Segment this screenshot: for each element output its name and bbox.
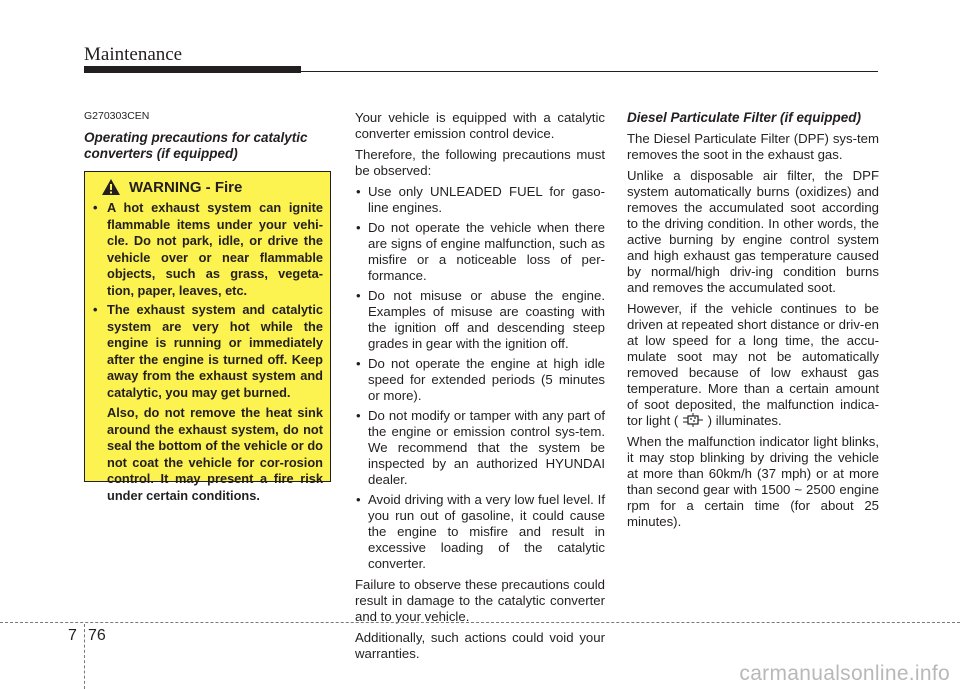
warning-item: • The exhaust system and catalytic system are very hot while the engine is running or immediately after the engine is turned off. Keep away from the exhaust system and catalytic, you may get burned. [93, 302, 323, 401]
list-item: • Do not modify or tamper with any part of the engine or emission control sys-tem. We recommend that the system be inspected by an authorized HYUNDAI dealer. [355, 408, 605, 488]
warning-list [93, 200, 323, 401]
dpf-title: Diesel Particulate Filter (if equipped) [627, 110, 862, 125]
dpf-paragraph-2: Unlike a disposable air filter, the DPF system automatically burns (oxidizes) and removes the accumulated soot according to the driving condition. In other words, the active burning by engine control system and high exhaust gas temperature caused by normal/high driv-ing condition burns and removes the accumulated soot. [627, 168, 879, 295]
dpf-indicator-icon [682, 413, 704, 427]
dpf-paragraph-4: When the malfunction indicator light blinks, it may stop blinking by driving the vehicle at more than 60km/h (37 mph) or at more than second gear with 1500 ~ 2500 engine rpm for a certain time (for about 25 minutes). [627, 434, 879, 529]
warranty-paragraph: Additionally, such actions could void your warranties. [355, 630, 605, 661]
list-item: • Use only UNLEADED FUEL for gaso-line engines. [355, 184, 605, 216]
left-column [84, 108, 332, 162]
section-code: G270303CEN [84, 110, 150, 122]
list-item: • Do not operate the vehicle when there are signs of engine malfunction, such as misfire or a noticeable loss of per-formance. [355, 220, 605, 284]
warning-box [84, 171, 331, 503]
list-item: • Avoid driving with a very low fuel level. If you run out of gasoline, it could cause the engine to misfire and result in excessive loading of the catalytic converter. [355, 492, 605, 572]
right-column [627, 110, 879, 535]
watermark: carmanualsonline.info [739, 662, 950, 685]
chapter-number: 7 [68, 627, 77, 644]
page-header-title: Maintenance [84, 44, 183, 65]
dpf-p3-after: ) illuminates. [707, 413, 782, 428]
list-item: • Do not misuse or abuse the engine. Examples of misuse are coasting with the ignition off and descending steep grades in gear with the ignition off. [355, 288, 605, 352]
failure-paragraph: Failure to observe these precautions could result in damage to the catalytic converter and to your vehicle. [355, 577, 605, 624]
intro-paragraph: Your vehicle is equipped with a catalytic converter emission control device. [355, 110, 605, 141]
precaution-list [355, 184, 605, 572]
dpf-paragraph-1: The Diesel Particulate Filter (DPF) sys-tem removes the soot in the exhaust gas. [627, 131, 879, 162]
warning-triangle-icon [101, 178, 121, 196]
warning-item: • A hot exhaust system can ignite flammable items under your vehi-cle. Do not park, idle, or drive the vehicle over or near flammable objects, such as grass, vegeta-tion, paper, leaves, etc. [93, 200, 323, 299]
middle-column [355, 110, 605, 667]
section-title: Operating precautions for catalytic converters (if equipped) [84, 130, 308, 161]
warning-extra [93, 405, 323, 504]
header-rule [84, 71, 878, 72]
lead-paragraph: Therefore, the following precautions must be observed: [355, 147, 605, 178]
page-number: 76 [88, 627, 106, 644]
footer-rule [0, 622, 960, 623]
dpf-paragraph-3 [627, 301, 879, 429]
list-item: • Do not operate the engine at high idle speed for extended periods (5 minutes or more). [355, 356, 605, 404]
warning-label: WARNING - Fire [129, 178, 243, 196]
warning-extra-text: Also, do not remove the heat sink around the exhaust system, do not seal the bottom of the vehicle or do not coat the vehicle for cor-rosion control. It may present a fire risk under certain conditions. [107, 405, 323, 503]
warning-header [101, 178, 323, 196]
footer-divider [84, 624, 85, 689]
dpf-p3-before: However, if the vehicle continues to be driven at repeated short distance or driv-en at low speed for a long time, the accu-mulate soot may not be automatically removed because of low exhaust gas temperature. More than a certain amount of soot deposited, the malfunction indica-tor light ( [627, 301, 879, 428]
